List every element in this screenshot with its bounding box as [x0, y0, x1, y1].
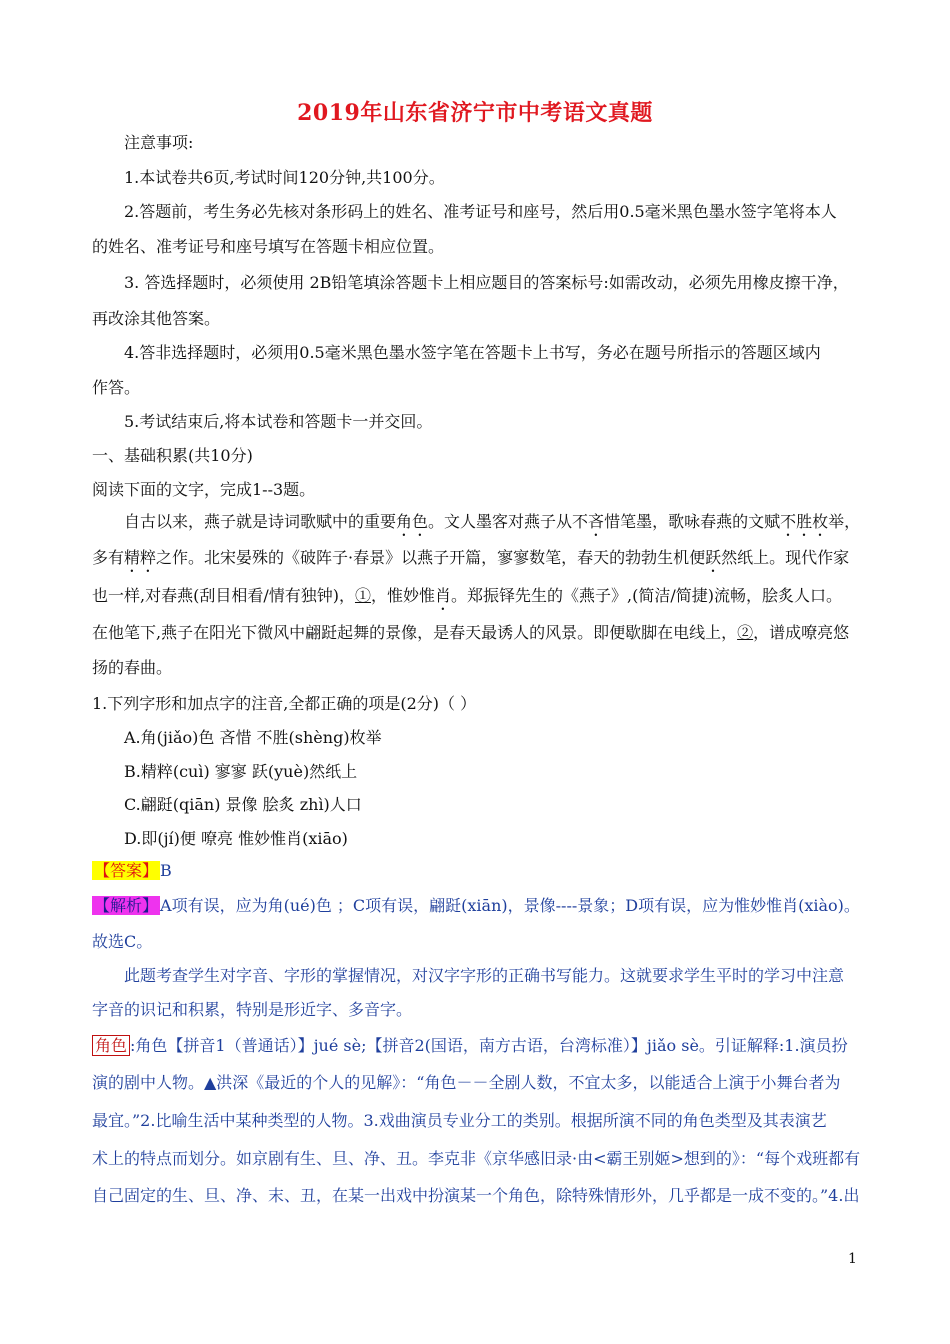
page-title: 2019年山东省济宁市中考语文真题: [297, 100, 653, 126]
notice-item-2: 2.答题前，考生务必先核对条形码上的姓名、准考证号和座号，然后用0.5毫米黑色墨水签字笔将本人: [124, 202, 837, 221]
section-heading: 一、基础积累(共10分): [92, 446, 253, 465]
question-1-stem: 1.下列字形和加点字的注音,全都正确的项是(2分)（ ）: [92, 694, 477, 713]
analysis-para-2: 此题考查学生对字音、字形的掌握情况，对汉字字形的正确书写能力。这就要求学生平时的学习中注意: [124, 966, 845, 985]
reading-instruction: 阅读下面的文字，完成1--3题。: [92, 480, 316, 499]
option-c: C.翩跹(qiān) 景像 脍炙 zhì)人口: [124, 795, 362, 814]
page-number: 1: [848, 1251, 857, 1267]
notice-heading: 注意事项:: [124, 133, 194, 152]
notice-item-4: 4.答非选择题时，必须用0.5毫米黑色墨水签字笔在答题卡上书写，务必在题号所指示的答题区域内: [124, 343, 821, 362]
definition-line-5: 自己固定的生、旦、净、末、丑，在某一出戏中扮演某一个角色，除特殊情形外，几乎都是一成不变的。”4.出: [92, 1186, 860, 1205]
passage-line-3: 也一样,对春燕(刮目相看/情有独钟)，①，惟妙惟肖。郑振铎先生的《燕子》,(简洁/简捷)流畅，脍炙人口。: [92, 586, 842, 605]
notice-item-2-cont: 的姓名、准考证号和座号填写在答题卡相应位置。: [92, 237, 445, 256]
notice-item-4-cont: 作答。: [92, 378, 141, 397]
answer-tag: 【答案】: [94, 861, 159, 880]
option-b: B.精粹(cuì) 寥寥 跃(yuè)然纸上: [124, 762, 358, 781]
answer-value: B: [160, 861, 172, 880]
passage-line-1: 自古以来，燕子就是诗词歌赋中的重要角色。文人墨客对燕子从不吝惜笔墨，歌咏春燕的文赋不胜枚举，: [124, 512, 861, 531]
passage-line-5: 扬的春曲。: [92, 658, 173, 677]
analysis-line-2: 故选C。: [92, 932, 153, 951]
passage-line-4: 在他笔下,燕子在阳光下微风中翩跹起舞的景像，是春天最诱人的风景。即便歇脚在电线上，②，谱成嘹亮悠: [92, 623, 850, 642]
analysis-tag: 【解析】: [94, 896, 159, 915]
definition-line-4: 术上的特点而划分。如京剧有生、旦、净、丑。李克非《京华感旧录·由<霸王别姬>想到的》：“每个戏班都有: [92, 1149, 861, 1168]
option-a: A.角(jiǎo)色 吝惜 不胜(shèng)枚举: [124, 728, 382, 747]
notice-item-1: 1.本试卷共6页,考试时间120分钟,共100分。: [124, 168, 445, 187]
definition-line-2: 演的剧中人物。▲洪深《最近的个人的见解》：“角色－－全剧人数，不宜太多，以能适合上演于小舞台者为: [92, 1073, 841, 1092]
term-box: 角色: [92, 1035, 130, 1056]
notice-item-3: 3. 答选择题时，必须使用 2B铅笔填涂答题卡上相应题目的答案标号:如需改动，必须先用橡皮擦干净，: [124, 273, 849, 292]
notice-item-3-cont: 再改涂其他答案。: [92, 309, 221, 328]
answer-line: [92, 861, 872, 881]
definition-line-3: 最宜。”2.比喻生活中某种类型的人物。3.戏曲演员专业分工的类别。根据所演不同的角色类型及其表演艺: [92, 1111, 827, 1130]
analysis-line-1: 【解析】 A项有误，应为角(ué)色 ；C项有误，翩跹(xiān)，景像----景象；D项有误，应为惟妙惟肖(xiào)。: [94, 896, 860, 915]
notice-item-5: 5.考试结束后,将本试卷和答题卡一并交回。: [124, 412, 433, 431]
option-d: D.即(jí)便 嘹亮 惟妙惟肖(xiāo): [124, 829, 348, 848]
definition-line-1: 角色 :角色【拼音1（普通话）】jué sè;【拼音2(国语，南方古语，台湾标准）】jiǎo sè。引证解释:1.演员扮: [92, 1036, 872, 1056]
analysis-para-2-cont: 字音的识记和积累，特别是形近字、多音字。: [92, 1000, 413, 1019]
passage-line-2: 多有精粹之作。北宋晏殊的《破阵子·春景》以燕子开篇，寥寥数笔，春天的勃勃生机便跃然纸上。现代作家: [92, 548, 850, 567]
